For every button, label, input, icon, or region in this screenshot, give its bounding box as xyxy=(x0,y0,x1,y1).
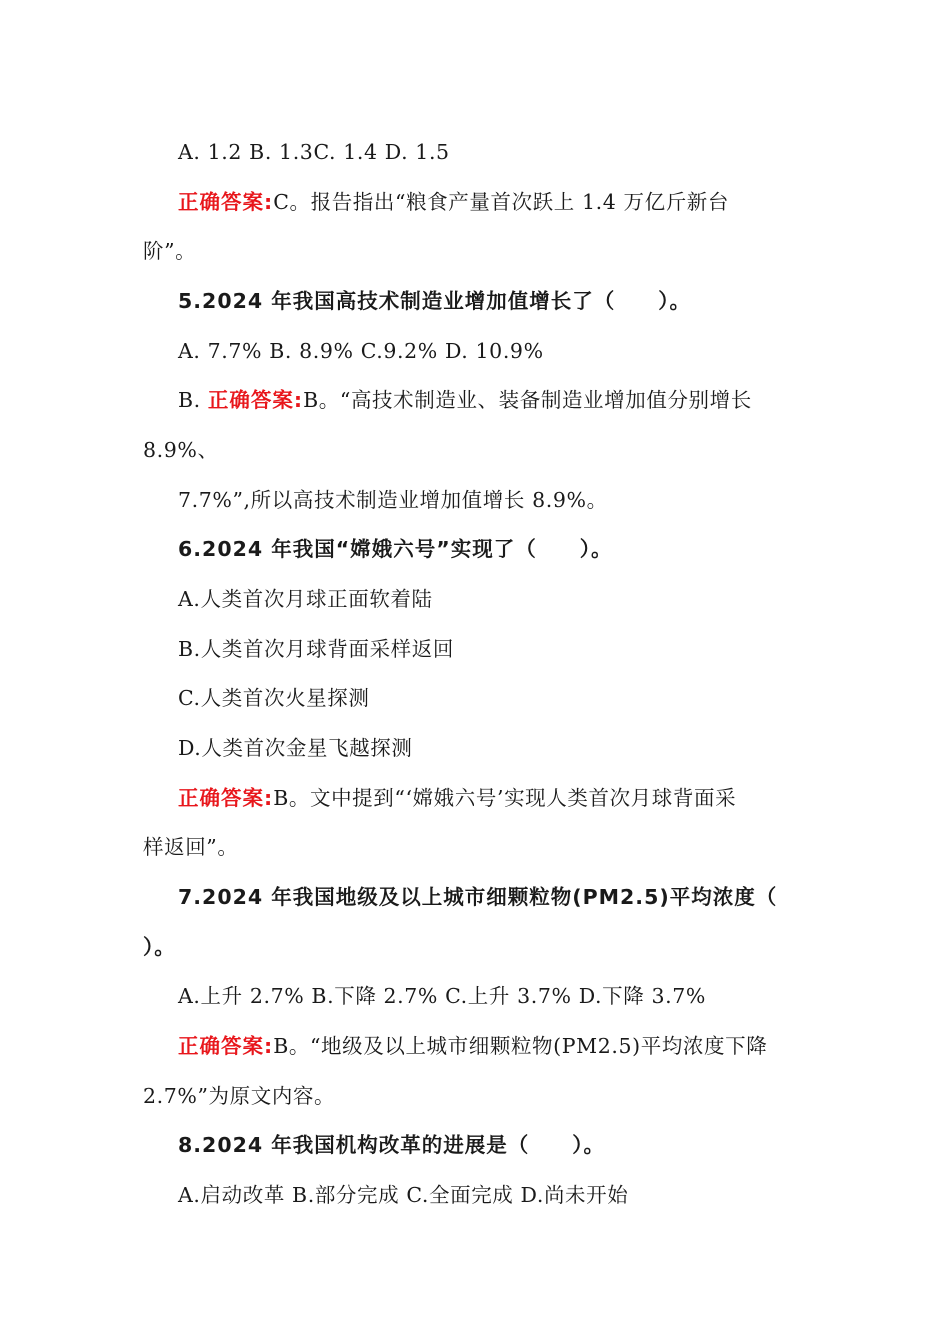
q6-option-d: D.人类首次金星飞越探测 xyxy=(178,736,413,760)
q6-option-c: C.人类首次火星探测 xyxy=(178,686,370,710)
q4-answer-cont: 阶”。 xyxy=(143,239,197,263)
q6-option-b: B.人类首次月球背面采样返回 xyxy=(178,637,454,661)
q5-answer xyxy=(0,384,950,416)
q7-question-cont: ）。 xyxy=(143,935,176,959)
q6-option-a: A.人类首次月球正面软着陆 xyxy=(178,587,433,611)
answer-prefix: B. xyxy=(178,388,208,412)
q6-answer-cont: 样返回”。 xyxy=(143,835,239,859)
q6-answer xyxy=(0,782,950,814)
answer-label: 正确答案: xyxy=(178,786,274,810)
q7-options: A.上升 2.7% B.下降 2.7% C.上升 3.7% D.下降 3.7% xyxy=(178,984,706,1008)
answer-text: B。“高技术制造业、装备制造业增加值分别增长 xyxy=(303,388,752,412)
q4-answer xyxy=(0,186,950,218)
q7-question: 7.2024 年我国地级及以上城市细颗粒物(PM2.5)平均浓度（ xyxy=(178,885,778,909)
q5-answer-cont: 7.7%”,所以高技术制造业增加值增长 8.9%。 xyxy=(178,488,608,512)
answer-text: C。报告指出“粮食产量首次跃上 1.4 万亿斤新台 xyxy=(273,190,730,214)
answer-label: 正确答案: xyxy=(178,1034,274,1058)
answer-label: 正确答案: xyxy=(178,190,274,214)
answer-label: 正确答案: xyxy=(207,388,304,412)
q4-options: A. 1.2 B. 1.3C. 1.4 D. 1.5 xyxy=(178,140,450,164)
q5-options: A. 7.7% B. 8.9% C.9.2% D. 10.9% xyxy=(178,339,544,363)
q5-question: 5.2024 年我国高技术制造业增加值增长了（ ）。 xyxy=(178,289,691,313)
q8-options: A.启动改革 B.部分完成 C.全面完成 D.尚未开始 xyxy=(178,1183,629,1207)
q5-answer-cont: 8.9%、 xyxy=(143,438,219,462)
answer-text: B。文中提到“‘嫦娥六号’实现人类首次月球背面采 xyxy=(273,786,737,810)
q7-answer xyxy=(0,1030,950,1062)
q7-answer-cont: 2.7%”为原文内容。 xyxy=(143,1084,336,1108)
q8-question: 8.2024 年我国机构改革的进展是（ ）。 xyxy=(178,1133,605,1157)
q6-question: 6.2024 年我国“嫦娥六号”实现了（ ）。 xyxy=(178,537,613,561)
answer-text: B。“地级及以上城市细颗粒物(PM2.5)平均浓度下降 xyxy=(273,1034,768,1058)
